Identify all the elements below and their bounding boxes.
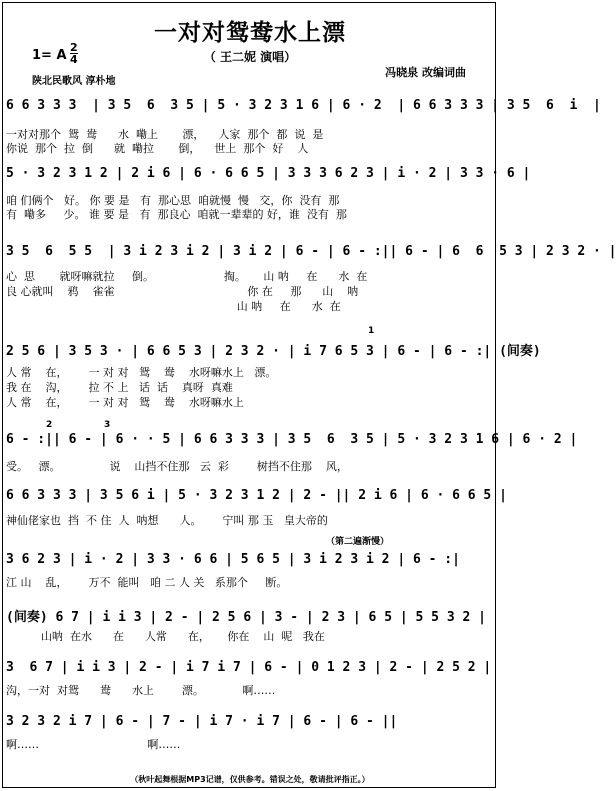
notation-row-8: (间奏) 6 7 | i i 3 | 2 - | 2 5 6 | 3 - | 2 3 | 6 5 | 5 5 3 2 | — [6, 610, 486, 625]
lyric-row-9: 沟，一对 对鸳 鸯 水上 漂。 啊…… — [6, 684, 276, 697]
lyric-row-4-verse-3: 人 常 在， 一 对 对 鸳 鸯 水呀嘛水上 — [6, 396, 244, 409]
lyric-row-10: 啊…… 啊…… — [6, 738, 181, 751]
time-signature-bottom: 4 — [70, 53, 78, 66]
lyric-row-1-verse-2: 你说 那个 拉 倒 就 嘞拉 倒， 世上 那个 好 人 — [6, 142, 309, 155]
notation-row-3: 3 5 6 5 5 | 3 i 2 3 i 2 | 3 i 2 | 6 - | 6 - :|| 6 - | 6 6 5 3 | 2 3 2 · | — [6, 244, 616, 259]
lyric-row-8: 山呐 在水 在 人常 在， 你在 山 呢 我在 — [6, 630, 325, 643]
notation-row-7: 3 6 2 3 | i · 2 | 3 3 · 6 6 | 5 6 5 | 3 i 2 3 i 2 | 6 - :| — [6, 552, 460, 567]
notation-row-1: 6 6 3 3 3 | 3 5 6 3 5 | 5 · 3 2 3 1 6 | 6 · 2 | 6 6 3 3 3 | 3 5 6 i | — [6, 98, 601, 113]
notation-row-9: 3 6 7 | i i 3 | 2 - | i 7 i 7 | 6 - | 0 1 2 3 | 2 - | 2 5 2 | — [6, 660, 492, 675]
lyric-row-2-verse-2: 有 嘞多 少。 谁 要 是 有 那良心 咱就一辈辈的 好，谁 没有 那 — [6, 208, 347, 221]
time-signature-top: 2 — [70, 41, 78, 54]
ending-3-marker: 3 — [104, 420, 111, 430]
ending-2-marker: 2 — [46, 420, 53, 430]
lyric-row-2-verse-1: 咱 们俩个 好。 你 要 是 有 那心思 咱就慢 慢 交，你 没有 那 — [6, 194, 340, 207]
lyric-row-7: 江 山 乱， 万不 能叫 咱 二 人 关 系那个 断。 — [6, 576, 288, 589]
arranger-credit: 冯晓泉 改编词曲 — [385, 66, 466, 79]
performer-subtitle: （ 王二妮 演唱） — [203, 50, 297, 64]
song-title: 一对对鸳鸯水上漂 — [154, 20, 346, 46]
second-time-slowing-marker: （第二遍渐慢） — [326, 537, 390, 547]
style-note: 陕北民歌风 淳朴地 — [32, 76, 116, 87]
notation-row-6: 6 6 3 3 3 | 3 5 6 i | 5 · 3 2 3 1 2 | 2 - || 2 i 6 | 6 · 6 6 5 | — [6, 488, 507, 503]
ending-1-marker: 1 — [368, 326, 375, 336]
lyric-row-3-verse-2: 良 心就叫 鸦 雀雀 你 在 那 山 呐 — [6, 285, 359, 298]
lyric-row-4-verse-1: 人 常 在， 一 对 对 鸳 鸯 水呀嘛水上 漂。 — [6, 366, 277, 379]
time-signature — [70, 42, 78, 65]
footer-note: （秋叶起舞根据MP3记谱，仅供参考。错误之处，敬请批评指正。） — [130, 775, 370, 784]
notation-row-5: 6 - :|| 6 - | 6 · · 5 | 6 6 3 3 3 | 3 5 6 3 5 | 5 · 3 2 3 1 6 | 6 · 2 | — [6, 432, 578, 447]
lyric-row-6: 神仙佬家也 挡 不 住 人 呐想 人。 宁叫 那 玉 皇大帝的 — [6, 514, 328, 527]
key-signature: 1= A — [32, 48, 67, 63]
notation-row-10: 3 2 3 2 i 7 | 6 - | 7 - | i 7 · i 7 | 6 - | 6 - || — [6, 714, 398, 729]
lyric-row-3-verse-3: 山 呐 在 水 在 — [6, 300, 341, 313]
lyric-row-1-verse-1: 一对对那个 鸳 鸯 水 嘞上 漂， 人家 那个 都 说 是 — [6, 128, 324, 141]
lyric-row-3-verse-1: 心 思 就呀嘛就拉 倒。 掏。 山 呐 在 水 在 — [6, 270, 368, 283]
notation-row-4: 2 5 6 | 3 5 3 · | 6 6 5 3 | 2 3 2 · | i 7 6 5 3 | 6 - | 6 - :| (间奏) — [6, 344, 541, 359]
lyric-row-5: 受。 漂。 说 山挡不住那 云 彩 树挡不住那 风， — [6, 460, 348, 473]
lyric-row-4-verse-2: 我 在 沟， 拉 不 上 话 话 真呀 真难 — [6, 381, 233, 394]
notation-row-2: 5 · 3 2 3 1 2 | 2 i 6 | 6 · 6 6 5 | 3 3 3 6 2 3 | i · 2 | 3 3 · 6 | — [6, 166, 531, 181]
